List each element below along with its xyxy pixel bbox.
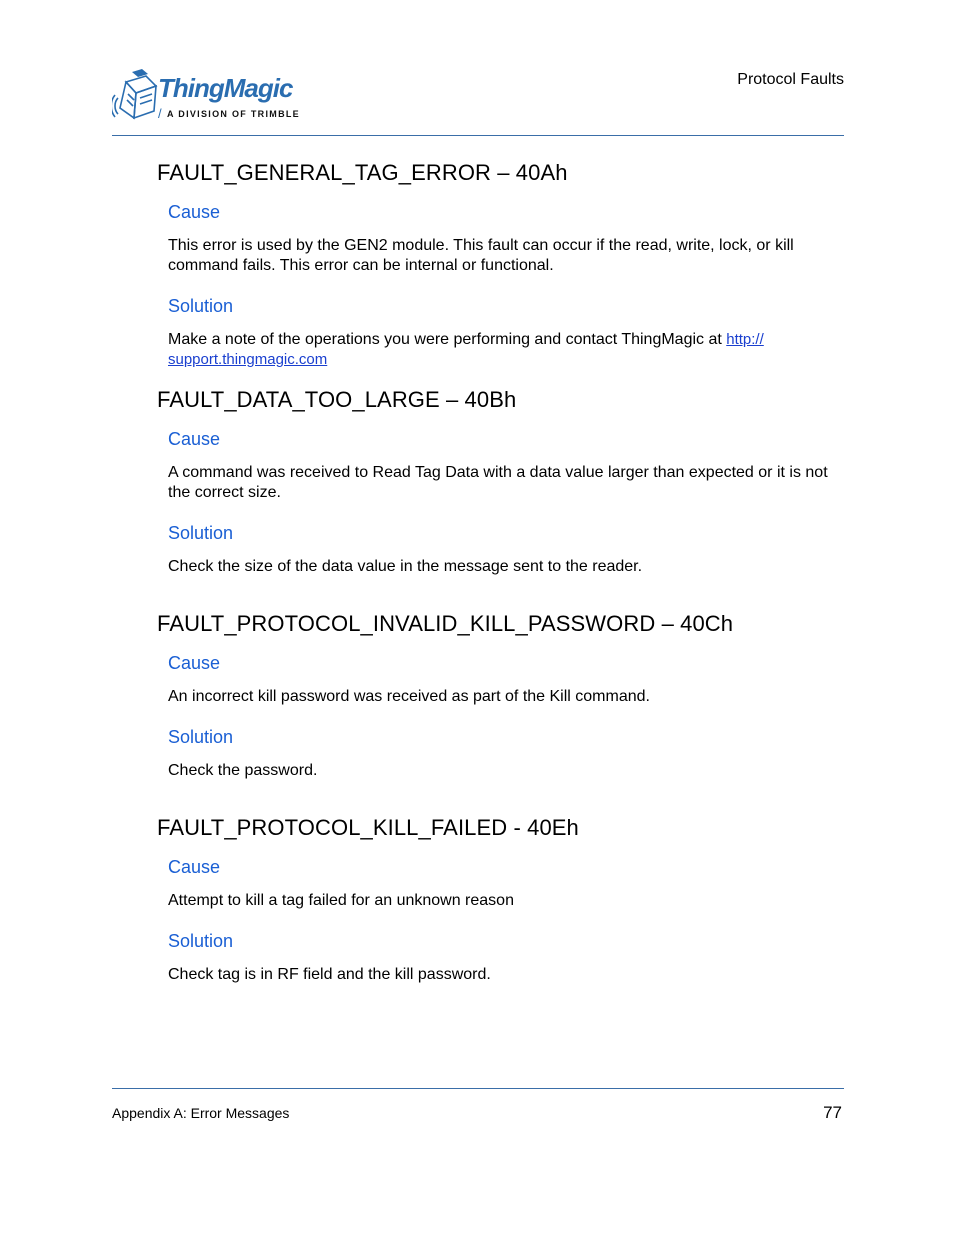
solution-heading: Solution	[168, 931, 234, 951]
fault-title: FAULT_DATA_TOO_LARGE – 40Bh	[157, 387, 517, 412]
cause-text: This error is used by the GEN2 module. This fault can occur if the read, write, lock, or kill command fails. This error can be internal or functional.	[168, 237, 794, 274]
cause-text: Attempt to kill a tag failed for an unknown reason	[168, 892, 514, 909]
page-content	[157, 160, 847, 1002]
solution-text	[168, 330, 844, 370]
cause-text: An incorrect kill password was received as part of the Kill command.	[168, 688, 650, 705]
brand-slash: /	[158, 106, 162, 121]
fault-title: FAULT_PROTOCOL_KILL_FAILED - 40Eh	[157, 815, 579, 840]
header-divider	[112, 135, 844, 136]
fault-entry-40eh	[157, 815, 847, 985]
section-title: Protocol Faults	[737, 71, 844, 88]
cause-heading: Cause	[168, 202, 221, 222]
solution-heading: Solution	[168, 523, 234, 543]
fault-entry-40bh	[157, 387, 847, 577]
cause-heading: Cause	[168, 429, 221, 449]
solution-heading: Solution	[168, 727, 234, 747]
cause-text: A command was received to Read Tag Data with a data value larger than expected or it is not the correct size.	[168, 464, 828, 501]
footer-divider	[112, 1088, 844, 1089]
solution-heading: Solution	[168, 296, 234, 316]
fault-entry-40ch	[157, 611, 847, 781]
cause-heading: Cause	[168, 857, 221, 877]
support-link-part-2[interactable]: support.thingmagic.com	[168, 351, 328, 368]
solution-text-body: Make a note of the operations you were performing and contact ThingMagic at	[168, 331, 727, 348]
solution-text: Check tag is in RF field and the kill password.	[168, 966, 491, 983]
page-header	[112, 66, 844, 136]
tag-cube-icon	[112, 68, 160, 124]
brand-name: ThingMagic	[158, 73, 293, 103]
fault-title: FAULT_PROTOCOL_INVALID_KILL_PASSWORD – 40Ch	[157, 611, 734, 636]
support-link-part-1[interactable]: http://	[726, 331, 764, 348]
fault-title: FAULT_GENERAL_TAG_ERROR – 40Ah	[157, 160, 568, 185]
solution-text: Check the password.	[168, 762, 318, 779]
brand-tagline: A DIVISION OF TRIMBLE	[167, 109, 300, 119]
page-number: 77	[823, 1103, 842, 1122]
cause-heading: Cause	[168, 653, 221, 673]
fault-entry-40ah	[157, 160, 847, 370]
footer-chapter: Appendix A: Error Messages	[112, 1105, 290, 1121]
thingmagic-logo	[112, 68, 312, 124]
solution-text: Check the size of the data value in the message sent to the reader.	[168, 558, 643, 575]
